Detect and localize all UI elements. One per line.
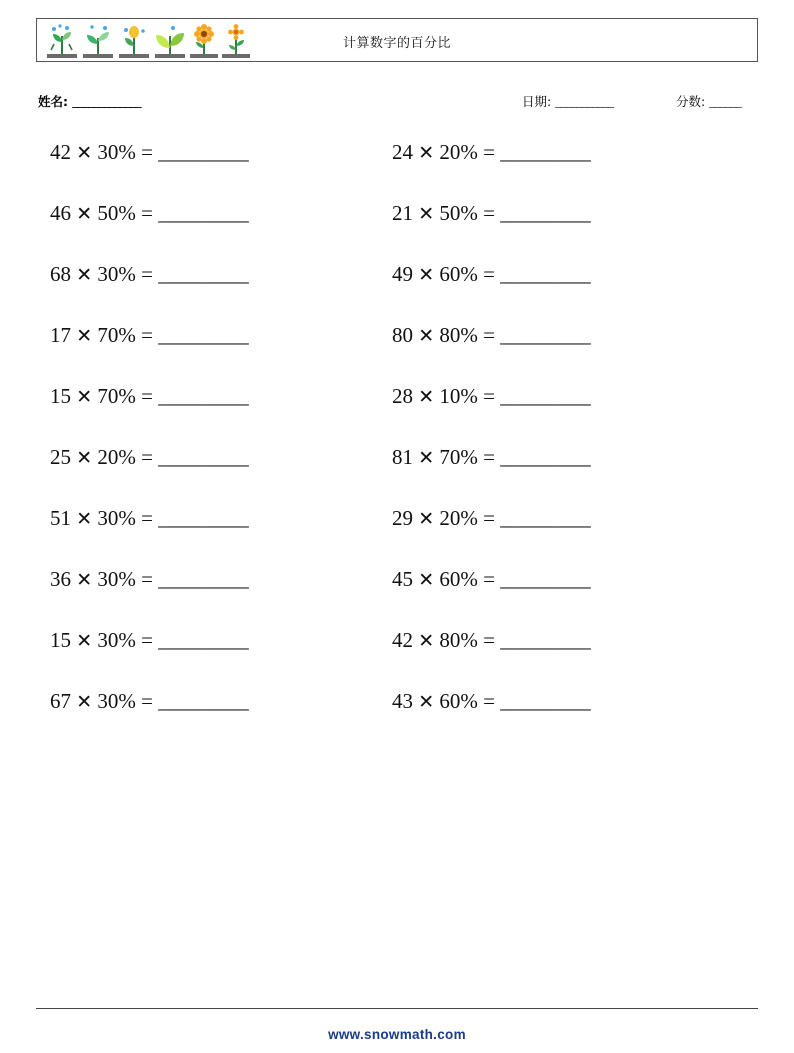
equals-sign: = <box>141 323 154 347</box>
answer-blank[interactable]: _________ <box>158 628 249 652</box>
equals-sign: = <box>141 628 154 652</box>
date-label: 日期: <box>522 94 552 109</box>
multiply-operator: ✕ <box>418 692 435 713</box>
operand-a: 24 <box>392 140 413 164</box>
multiply-operator: ✕ <box>418 631 435 652</box>
problem-row <box>36 445 758 506</box>
operand-b: 30% <box>97 262 136 286</box>
problem-item[interactable] <box>36 506 384 531</box>
operand-a: 43 <box>392 689 413 713</box>
meta-row <box>36 92 758 114</box>
answer-blank[interactable]: _________ <box>158 567 249 591</box>
multiply-operator: ✕ <box>418 265 435 286</box>
answer-blank[interactable]: _________ <box>500 689 591 713</box>
operand-a: 67 <box>50 689 71 713</box>
answer-blank[interactable]: _________ <box>500 262 591 286</box>
operand-a: 80 <box>392 323 413 347</box>
problem-item[interactable] <box>384 628 732 653</box>
score-label: 分数: <box>676 94 706 109</box>
operand-a: 25 <box>50 445 71 469</box>
problem-row <box>36 262 758 323</box>
multiply-operator: ✕ <box>418 448 435 469</box>
footer-website[interactable]: www.snowmath.com <box>328 1027 466 1042</box>
equals-sign: = <box>141 689 154 713</box>
operand-b: 50% <box>97 201 136 225</box>
operand-a: 36 <box>50 567 71 591</box>
operand-b: 20% <box>97 445 136 469</box>
answer-blank[interactable]: _________ <box>158 445 249 469</box>
answer-blank[interactable]: _________ <box>500 323 591 347</box>
problem-item[interactable] <box>36 262 384 287</box>
problem-item[interactable] <box>384 445 732 470</box>
problem-item[interactable] <box>384 140 732 165</box>
multiply-operator: ✕ <box>76 509 93 530</box>
problem-grid <box>36 140 758 750</box>
operand-b: 30% <box>97 628 136 652</box>
problem-item[interactable] <box>384 201 732 226</box>
problem-row <box>36 506 758 567</box>
multiply-operator: ✕ <box>418 204 435 225</box>
multiply-operator: ✕ <box>76 143 93 164</box>
name-field[interactable] <box>38 92 141 110</box>
operand-a: 45 <box>392 567 413 591</box>
answer-blank[interactable]: _________ <box>500 384 591 408</box>
equals-sign: = <box>141 201 154 225</box>
multiply-operator: ✕ <box>76 204 93 225</box>
problem-item[interactable] <box>36 384 384 409</box>
equals-sign: = <box>141 140 154 164</box>
problem-item[interactable] <box>36 323 384 348</box>
footer-divider <box>36 1008 758 1009</box>
answer-blank[interactable]: _________ <box>158 689 249 713</box>
multiply-operator: ✕ <box>418 570 435 591</box>
equals-sign: = <box>141 262 154 286</box>
answer-blank[interactable]: _________ <box>500 201 591 225</box>
operand-a: 28 <box>392 384 413 408</box>
answer-blank[interactable]: _________ <box>158 262 249 286</box>
operand-a: 49 <box>392 262 413 286</box>
operand-a: 15 <box>50 384 71 408</box>
answer-blank[interactable]: _________ <box>500 628 591 652</box>
operand-b: 20% <box>439 506 478 530</box>
operand-b: 60% <box>439 689 478 713</box>
answer-blank[interactable]: _________ <box>158 506 249 530</box>
problem-item[interactable] <box>384 506 732 531</box>
multiply-operator: ✕ <box>418 326 435 347</box>
equals-sign: = <box>483 445 496 469</box>
equals-sign: = <box>483 689 496 713</box>
operand-b: 10% <box>439 384 478 408</box>
equals-sign: = <box>141 384 154 408</box>
answer-blank[interactable]: _________ <box>500 140 591 164</box>
operand-b: 80% <box>439 323 478 347</box>
operand-a: 51 <box>50 506 71 530</box>
answer-blank[interactable]: _________ <box>158 384 249 408</box>
problem-row <box>36 323 758 384</box>
problem-item[interactable] <box>36 628 384 653</box>
operand-b: 30% <box>97 689 136 713</box>
answer-blank[interactable]: _________ <box>158 140 249 164</box>
operand-b: 70% <box>97 323 136 347</box>
problem-row <box>36 628 758 689</box>
operand-a: 46 <box>50 201 71 225</box>
page-title: 计算数字的百分比 <box>342 36 451 51</box>
problem-item[interactable] <box>384 262 732 287</box>
problem-item[interactable] <box>36 140 384 165</box>
operand-a: 29 <box>392 506 413 530</box>
operand-b: 50% <box>439 201 478 225</box>
operand-b: 60% <box>439 567 478 591</box>
answer-blank[interactable]: _________ <box>158 323 249 347</box>
problem-item[interactable] <box>36 567 384 592</box>
problem-row <box>36 140 758 201</box>
problem-row <box>36 201 758 262</box>
problem-row <box>36 689 758 750</box>
equals-sign: = <box>483 506 496 530</box>
score-rule: ______ <box>709 95 741 109</box>
multiply-operator: ✕ <box>418 387 435 408</box>
answer-blank[interactable]: _________ <box>500 445 591 469</box>
problem-item[interactable] <box>384 323 732 348</box>
operand-b: 20% <box>439 140 478 164</box>
equals-sign: = <box>141 567 154 591</box>
operand-b: 30% <box>97 506 136 530</box>
multiply-operator: ✕ <box>76 631 93 652</box>
name-label: 姓名: <box>38 94 68 109</box>
equals-sign: = <box>483 628 496 652</box>
equals-sign: = <box>141 445 154 469</box>
operand-b: 30% <box>97 567 136 591</box>
operand-b: 70% <box>439 445 478 469</box>
equals-sign: = <box>483 262 496 286</box>
problem-row <box>36 567 758 628</box>
multiply-operator: ✕ <box>76 326 93 347</box>
operand-b: 30% <box>97 140 136 164</box>
multiply-operator: ✕ <box>76 387 93 408</box>
problem-item[interactable] <box>36 445 384 470</box>
problem-item[interactable] <box>384 689 732 714</box>
operand-a: 68 <box>50 262 71 286</box>
operand-a: 21 <box>392 201 413 225</box>
multiply-operator: ✕ <box>76 570 93 591</box>
operand-a: 15 <box>50 628 71 652</box>
multiply-operator: ✕ <box>418 509 435 530</box>
equals-sign: = <box>483 567 496 591</box>
name-rule: _____________ <box>72 95 141 109</box>
problem-item[interactable] <box>36 201 384 226</box>
answer-blank[interactable]: _________ <box>500 506 591 530</box>
multiply-operator: ✕ <box>76 448 93 469</box>
answer-blank[interactable]: _________ <box>500 567 591 591</box>
operand-b: 80% <box>439 628 478 652</box>
answer-blank[interactable]: _________ <box>158 201 249 225</box>
equals-sign: = <box>141 506 154 530</box>
header-box <box>36 18 758 62</box>
operand-a: 42 <box>50 140 71 164</box>
problem-row <box>36 384 758 445</box>
date-rule: ___________ <box>555 95 613 109</box>
date-field[interactable] <box>522 92 613 110</box>
multiply-operator: ✕ <box>76 692 93 713</box>
operand-a: 42 <box>392 628 413 652</box>
score-field[interactable] <box>676 92 741 110</box>
equals-sign: = <box>483 323 496 347</box>
operand-a: 17 <box>50 323 71 347</box>
operand-a: 81 <box>392 445 413 469</box>
operand-b: 70% <box>97 384 136 408</box>
multiply-operator: ✕ <box>418 143 435 164</box>
problem-item[interactable] <box>36 689 384 714</box>
multiply-operator: ✕ <box>76 265 93 286</box>
problem-item[interactable] <box>384 384 732 409</box>
equals-sign: = <box>483 140 496 164</box>
problem-item[interactable] <box>384 567 732 592</box>
equals-sign: = <box>483 384 496 408</box>
equals-sign: = <box>483 201 496 225</box>
operand-b: 60% <box>439 262 478 286</box>
